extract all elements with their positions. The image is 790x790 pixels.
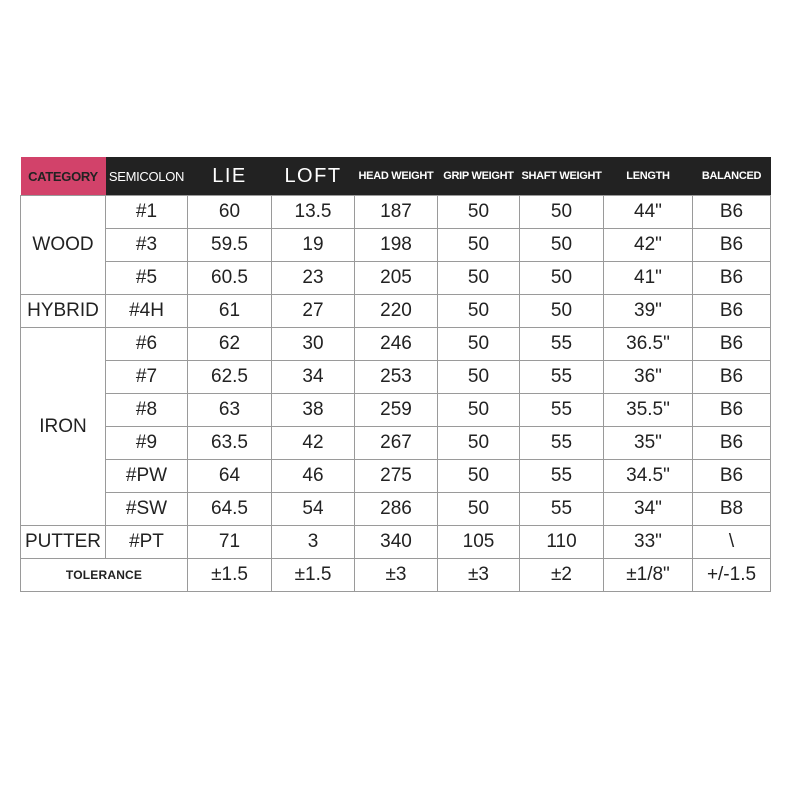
balanced-cell: B8 bbox=[693, 493, 771, 526]
balanced-header: BALANCED bbox=[693, 157, 771, 196]
club-cell: #6 bbox=[106, 328, 188, 361]
table-row bbox=[21, 526, 771, 559]
length-cell: 41" bbox=[604, 262, 693, 295]
grip-weight-cell: 50 bbox=[438, 493, 520, 526]
grip-weight-cell: 50 bbox=[438, 361, 520, 394]
head-weight-cell: 205 bbox=[355, 262, 438, 295]
grip-weight-cell: 50 bbox=[438, 229, 520, 262]
lie-cell: 60 bbox=[188, 196, 272, 229]
shaft-weight-cell: 50 bbox=[520, 196, 604, 229]
grip-weight-cell: 50 bbox=[438, 295, 520, 328]
shaft-weight-header: SHAFT WEIGHT bbox=[520, 157, 604, 196]
tolerance-row bbox=[21, 559, 771, 592]
category-header: CATEGORY bbox=[21, 157, 106, 196]
loft-header: LOFT bbox=[272, 157, 355, 196]
lie-cell: 62 bbox=[188, 328, 272, 361]
shaft-weight-cell: 50 bbox=[520, 295, 604, 328]
balanced-cell: B6 bbox=[693, 427, 771, 460]
club-cell: #7 bbox=[106, 361, 188, 394]
shaft-weight-cell: 110 bbox=[520, 526, 604, 559]
loft-cell: 38 bbox=[272, 394, 355, 427]
balanced-cell: B6 bbox=[693, 394, 771, 427]
shaft-weight-cell: 50 bbox=[520, 229, 604, 262]
table-row bbox=[21, 460, 771, 493]
loft-cell: 46 bbox=[272, 460, 355, 493]
length-cell: 42" bbox=[604, 229, 693, 262]
club-cell: #PW bbox=[106, 460, 188, 493]
table-row bbox=[21, 427, 771, 460]
balanced-cell: B6 bbox=[693, 460, 771, 493]
lie-cell: 64 bbox=[188, 460, 272, 493]
shaft-weight-cell: 55 bbox=[520, 460, 604, 493]
shaft-weight-cell: 55 bbox=[520, 427, 604, 460]
length-cell: 34" bbox=[604, 493, 693, 526]
category-wood: WOOD bbox=[21, 196, 106, 295]
loft-cell: 42 bbox=[272, 427, 355, 460]
loft-cell: 54 bbox=[272, 493, 355, 526]
grip-weight-cell: 50 bbox=[438, 328, 520, 361]
loft-tolerance: ±1.5 bbox=[272, 559, 355, 592]
grip-weight-cell: 50 bbox=[438, 196, 520, 229]
lie-cell: 63.5 bbox=[188, 427, 272, 460]
balanced-cell: B6 bbox=[693, 361, 771, 394]
lie-cell: 71 bbox=[188, 526, 272, 559]
table-row bbox=[21, 328, 771, 361]
grip-weight-header: GRIP WEIGHT bbox=[438, 157, 520, 196]
club-cell: #8 bbox=[106, 394, 188, 427]
shaft-weight-cell: 55 bbox=[520, 328, 604, 361]
table-row bbox=[21, 493, 771, 526]
lie-cell: 64.5 bbox=[188, 493, 272, 526]
grip-weight-cell: 50 bbox=[438, 460, 520, 493]
tolerance-label: TOLERANCE bbox=[21, 559, 188, 592]
length-cell: 35.5" bbox=[604, 394, 693, 427]
length-cell: 36" bbox=[604, 361, 693, 394]
club-cell: #5 bbox=[106, 262, 188, 295]
shaft-weight-cell: 55 bbox=[520, 361, 604, 394]
semicolon-header: SEMICOLON bbox=[106, 157, 188, 196]
head-weight-cell: 340 bbox=[355, 526, 438, 559]
head-weight-tolerance: ±3 bbox=[355, 559, 438, 592]
grip-weight-cell: 50 bbox=[438, 262, 520, 295]
lie-cell: 63 bbox=[188, 394, 272, 427]
shaft-weight-tolerance: ±2 bbox=[520, 559, 604, 592]
lie-cell: 59.5 bbox=[188, 229, 272, 262]
balanced-cell: B6 bbox=[693, 196, 771, 229]
header-row bbox=[21, 157, 771, 196]
category-hybrid: HYBRID bbox=[21, 295, 106, 328]
loft-cell: 19 bbox=[272, 229, 355, 262]
table-row bbox=[21, 196, 771, 229]
head-weight-cell: 286 bbox=[355, 493, 438, 526]
length-tolerance: ±1/8" bbox=[604, 559, 693, 592]
lie-cell: 61 bbox=[188, 295, 272, 328]
head-weight-cell: 246 bbox=[355, 328, 438, 361]
length-cell: 33" bbox=[604, 526, 693, 559]
category-iron: IRON bbox=[21, 328, 106, 526]
club-cell: #4H bbox=[106, 295, 188, 328]
head-weight-cell: 220 bbox=[355, 295, 438, 328]
head-weight-header: HEAD WEIGHT bbox=[355, 157, 438, 196]
balanced-cell: B6 bbox=[693, 229, 771, 262]
head-weight-cell: 187 bbox=[355, 196, 438, 229]
length-header: LENGTH bbox=[604, 157, 693, 196]
lie-tolerance: ±1.5 bbox=[188, 559, 272, 592]
loft-cell: 23 bbox=[272, 262, 355, 295]
shaft-weight-cell: 55 bbox=[520, 493, 604, 526]
loft-cell: 13.5 bbox=[272, 196, 355, 229]
category-putter: PUTTER bbox=[21, 526, 106, 559]
balanced-cell: B6 bbox=[693, 262, 771, 295]
grip-weight-cell: 105 bbox=[438, 526, 520, 559]
balanced-tolerance: +/-1.5 bbox=[693, 559, 771, 592]
head-weight-cell: 267 bbox=[355, 427, 438, 460]
club-cell: #PT bbox=[106, 526, 188, 559]
grip-weight-cell: 50 bbox=[438, 427, 520, 460]
club-cell: #SW bbox=[106, 493, 188, 526]
table-row bbox=[21, 295, 771, 328]
club-spec-table bbox=[20, 157, 771, 592]
length-cell: 34.5" bbox=[604, 460, 693, 493]
table-row bbox=[21, 262, 771, 295]
grip-weight-cell: 50 bbox=[438, 394, 520, 427]
shaft-weight-cell: 50 bbox=[520, 262, 604, 295]
loft-cell: 27 bbox=[272, 295, 355, 328]
balanced-cell: B6 bbox=[693, 295, 771, 328]
club-cell: #9 bbox=[106, 427, 188, 460]
table-row bbox=[21, 361, 771, 394]
head-weight-cell: 198 bbox=[355, 229, 438, 262]
length-cell: 35" bbox=[604, 427, 693, 460]
club-cell: #1 bbox=[106, 196, 188, 229]
length-cell: 44" bbox=[604, 196, 693, 229]
table-row bbox=[21, 229, 771, 262]
grip-weight-tolerance: ±3 bbox=[438, 559, 520, 592]
lie-cell: 60.5 bbox=[188, 262, 272, 295]
balanced-cell: \ bbox=[693, 526, 771, 559]
lie-cell: 62.5 bbox=[188, 361, 272, 394]
balanced-cell: B6 bbox=[693, 328, 771, 361]
table-row bbox=[21, 394, 771, 427]
loft-cell: 34 bbox=[272, 361, 355, 394]
lie-header: LIE bbox=[188, 157, 272, 196]
head-weight-cell: 259 bbox=[355, 394, 438, 427]
head-weight-cell: 275 bbox=[355, 460, 438, 493]
length-cell: 39" bbox=[604, 295, 693, 328]
length-cell: 36.5" bbox=[604, 328, 693, 361]
shaft-weight-cell: 55 bbox=[520, 394, 604, 427]
head-weight-cell: 253 bbox=[355, 361, 438, 394]
loft-cell: 30 bbox=[272, 328, 355, 361]
club-cell: #3 bbox=[106, 229, 188, 262]
loft-cell: 3 bbox=[272, 526, 355, 559]
